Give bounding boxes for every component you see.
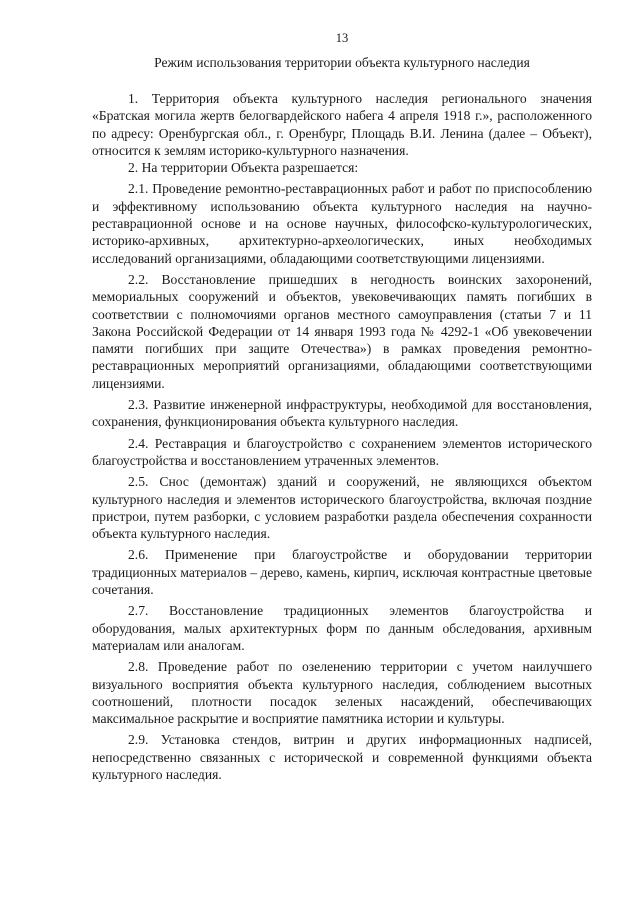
document-page xyxy=(92,30,592,783)
paragraph-2-5: 2.5. Снос (демонтаж) зданий и сооружений, не являющихся объектом культурного наследия и элементов исторического благоустройства, включая поздние пристрои, путем разборки, с условием разработки раздела обеспечения сохранности объекта культурного наследия. xyxy=(92,474,592,542)
paragraph-2-2: 2.2. Восстановление пришедших в негодность воинских захоронений, мемориальных сооружений и объектов, увековечивающих память погибших в соответствии с полномочиями органов местного самоуправления (статьи 7 и 11 Закона Российской Федерации от 14 января 1993 года № 4292-1 «Об увековечении памяти погибших при защите Отечества») в рамках проведения ремонтно-реставрационных мероприятий организациями, обладающими соответствующими лицензиями. xyxy=(92,271,592,391)
page-number: 13 xyxy=(335,31,349,45)
paragraph-2-3: 2.3. Развитие инженерной инфраструктуры, необходимой для восстановления, сохранения, функционирования объекта культурного наследия. xyxy=(92,397,592,430)
paragraph-2: 2. На территории Объекта разрешается: xyxy=(128,160,359,176)
section-title: Режим использования территории объекта культурного наследия xyxy=(154,55,530,70)
paragraph-2-8: 2.8. Проведение работ по озеленению территории с учетом наилучшего визуального восприятия объекта культурного наследия, соблюдением высотных соотношений, плотности посадок зеленых насаждений, обеспечивающих максимальное раскрытие и восприятие памятника истории и культуры. xyxy=(92,659,592,727)
paragraph-2-4: 2.4. Реставрация и благоустройство с сохранением элементов исторического благоустройства и восстановлением утраченных элементов. xyxy=(92,435,592,468)
paragraph-2-7: 2.7. Восстановление традиционных элементов благоустройства и оборудования, малых архитектурных форм по данным обследования, архивным материалам или аналогам. xyxy=(92,603,592,653)
paragraph-2-1: 2.1. Проведение ремонтно-реставрационных работ и работ по приспособлению и эффективному использованию объекта культурного наследия на научно-реставрационной основе и на основе научных, философско-культурологических, историко-архивных, архитектурно-археологических, иных необходимых исследований организациями, обладающими соответствующими лицензиями. xyxy=(92,181,592,266)
paragraph-2-9: 2.9. Установка стендов, витрин и других информационных надписей, непосредственно связанных с исторической и современной функциями объекта культурного наследия. xyxy=(92,732,592,782)
paragraph-1: 1. Территория объекта культурного наследия регионального значения «Братская могила жертв белогвардейского набега 4 апреля 1918 г.», расположенного по адресу: Оренбургская обл., г. Оренбург, Площадь В.И. Ленина (далее – Объект), относится к землям историко-культурного назначения. xyxy=(92,91,592,158)
paragraph-2-6: 2.6. Применение при благоустройстве и оборудовании территории традиционных материалов – дерево, камень, кирпич, исключая контрастные цветовые сочетания. xyxy=(92,547,592,598)
